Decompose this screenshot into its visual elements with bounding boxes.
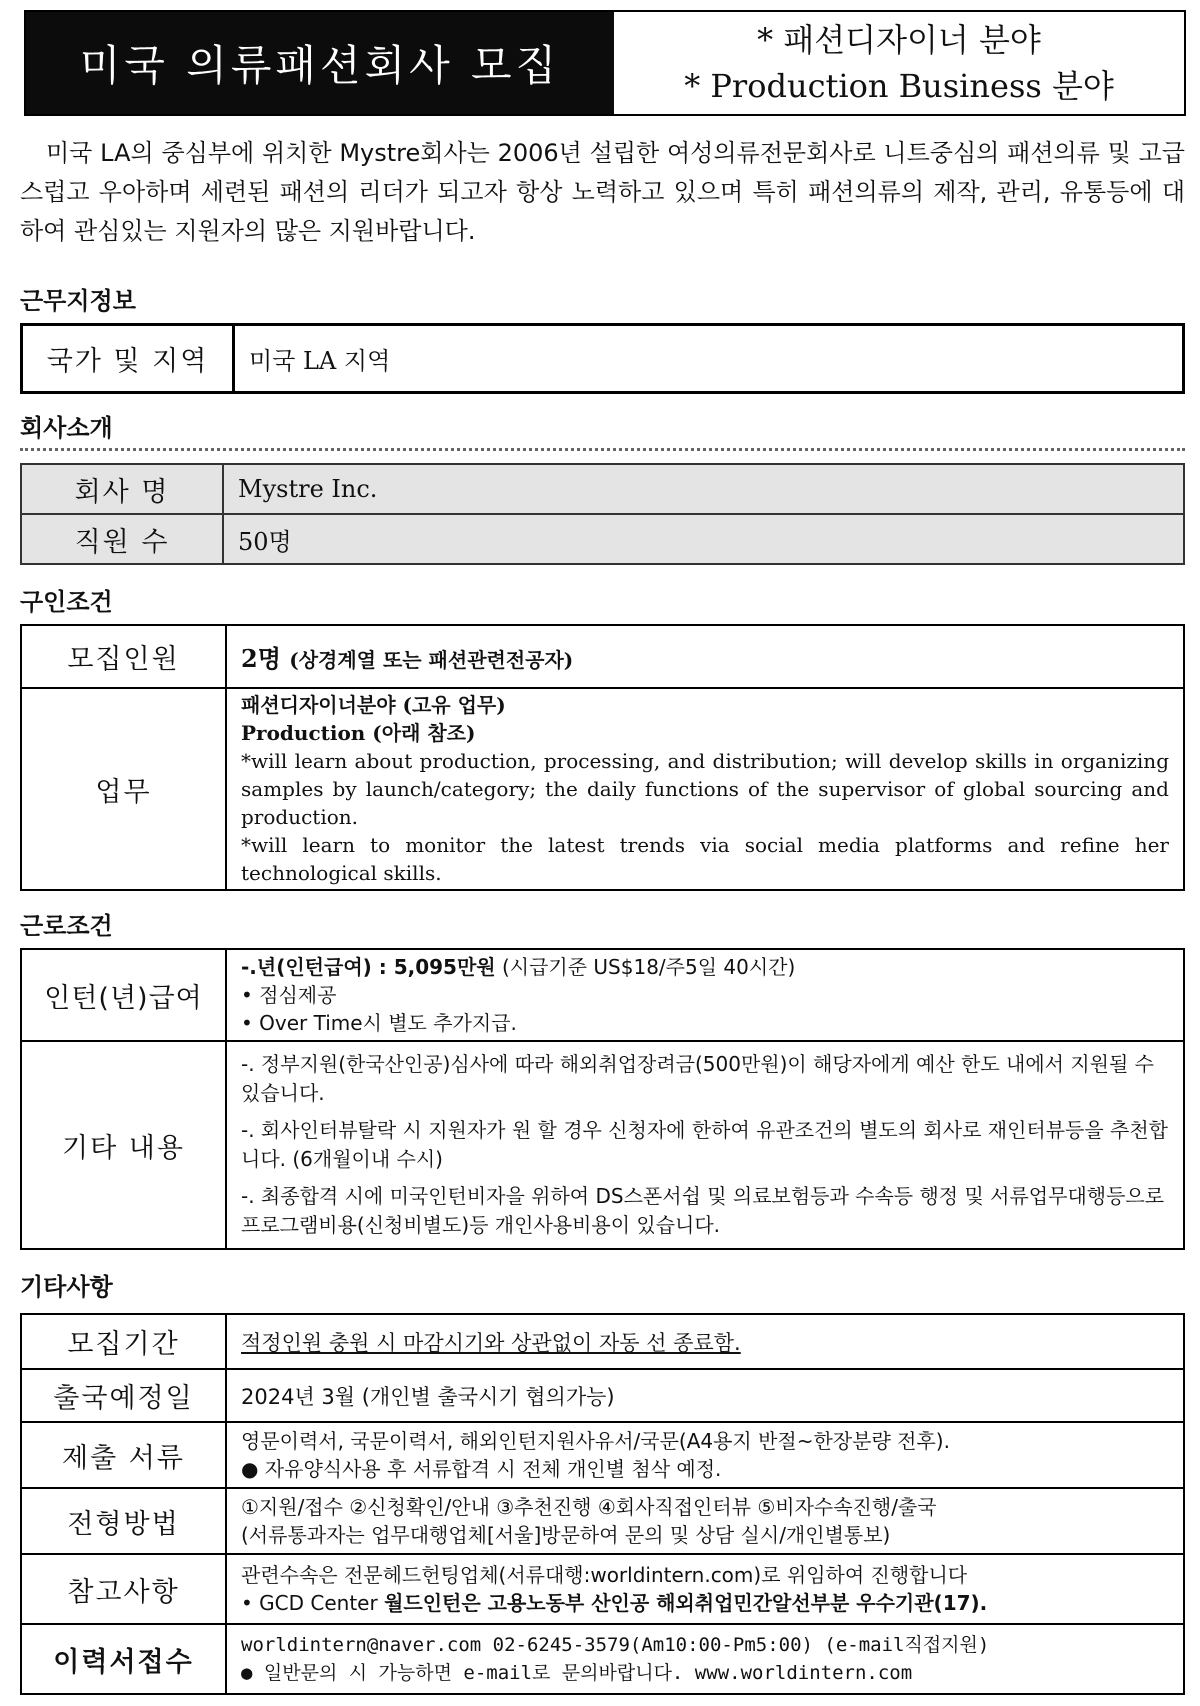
company-name-value: Mystre Inc. — [223, 464, 1184, 514]
etc-content-label: 기타 내용 — [21, 1041, 226, 1249]
table-row — [21, 1422, 1184, 1488]
documents-label: 제출 서류 — [21, 1422, 226, 1488]
process-cell — [226, 1488, 1184, 1554]
table-row — [21, 1369, 1184, 1422]
table-row — [21, 1624, 1184, 1694]
duty-designer: 패션디자이너분야 (고유 업무) — [241, 693, 506, 717]
duty-production: Production (아래 참조) — [241, 721, 476, 745]
section-title-company: 회사소개 — [20, 414, 113, 442]
documents-line-2: ● 자유양식사용 후 서류합격 시 전체 개인별 첨삭 예정. — [241, 1457, 722, 1481]
reference-award: 월드인턴은 고용노동부 산인공 해외취업민간알선부분 우수기관(17). — [384, 1591, 988, 1615]
duty-cell — [226, 688, 1184, 890]
section-title-conditions: 근로조건 — [20, 912, 113, 940]
recruit-count-cell — [226, 625, 1184, 688]
documents-cell — [226, 1422, 1184, 1488]
process-line-2: (서류통과자는 업무대행업체[서울]방문하여 문의 및 상담 실시/개인별통보) — [241, 1523, 891, 1547]
section-title-work-location: 근무지정보 — [20, 287, 136, 315]
etc-content-item-1: -. 정부지원(한국산인공)심사에 따라 해외취업장려금(500만원)이 해당자에게 예산 한도 내에서 지원될 수 있습니다. — [241, 1052, 1154, 1105]
resume-label: 이력서접수 — [21, 1624, 226, 1694]
salary-item-overtime: • Over Time시 별도 추가지급. — [241, 1011, 517, 1035]
header-field-production: * Production Business 분야 — [684, 67, 1114, 105]
section-title-etc: 기타사항 — [20, 1273, 113, 1301]
page-title: 미국 의류패션회사 모집 — [26, 12, 614, 114]
salary-item-lunch: • 점심제공 — [241, 983, 337, 1007]
reference-label: 참고사항 — [21, 1554, 226, 1624]
etc-content-item-2: -. 회사인터뷰탈락 시 지원자가 원 할 경우 신청자에 한하여 유관조건의 별도의 회사로 재인터뷰등을 추천합니다. (6개월이내 수시) — [241, 1118, 1168, 1171]
resume-contact: worldintern@naver.com 02-6245-3579(Am10:00-Pm5:00) (e-mail직접지원) — [241, 1634, 990, 1656]
header-box — [24, 10, 1186, 116]
header-fields — [614, 12, 1184, 114]
recruit-count-value: 2명 — [241, 644, 281, 673]
duty-detail-1: *will learn about production, processing, and distribution; will develop skills in organizing samples by launch/category; the daily functions of the supervisor of global sourcing and production. — [241, 749, 1169, 829]
salary-note: (시급기준 US$18/주5일 40시간) — [501, 955, 796, 979]
salary-label: 인턴(년)급여 — [21, 949, 226, 1041]
recruit-count-note: (상경계열 또는 패션관련전공자) — [289, 648, 574, 672]
table-row — [21, 1041, 1184, 1249]
work-location-value: 미국 LA 지역 — [234, 325, 1184, 393]
recruit-count-label: 모집인원 — [21, 625, 226, 688]
section-title-requirements: 구인조건 — [20, 588, 113, 616]
etc-content-item-3: -. 최종합격 시에 미국인턴비자을 위하여 DS스폰서쉽 및 의료보험등과 수속등 행정 및 서류업무대행등으로 프로그램비용(신청비별도)등 개인사용비용이 있습니다. — [241, 1184, 1165, 1237]
table-row — [21, 1488, 1184, 1554]
documents-line-1: 영문이력서, 국문이력서, 해외인턴지원사유서/국문(A4용지 반절~한장분량 전후). — [241, 1429, 950, 1453]
intro-paragraph: 미국 LA의 중심부에 위치한 Mystre회사는 2006년 설립한 여성의류전문회사로 니트중심의 패션의류 및 고급스럽고 우아하며 세련된 패션의 리더가 되고자 항상 노력하고 있으며 특히 패션의류의 제작, 관리, 유통등에 대하여 관심있는 지원자의 많은 지원바랍니다. — [20, 139, 1185, 245]
header-field-designer: * 패션디자이너 분야 — [757, 21, 1041, 59]
etc-table — [20, 1313, 1185, 1695]
requirements-table — [20, 624, 1185, 891]
duty-label: 업무 — [21, 688, 226, 890]
work-location-table — [20, 323, 1185, 394]
duty-detail-2: *will learn to monitor the latest trends via social media platforms and refine her technological skills. — [241, 833, 1169, 885]
company-name-label: 회사 명 — [21, 464, 223, 514]
resume-inquiry: ● 일반문의 시 가능하면 e-mail로 문의바랍니다. www.worldintern.com — [241, 1662, 913, 1684]
table-row — [22, 325, 1184, 393]
table-row — [21, 688, 1184, 890]
period-label: 모집기간 — [21, 1314, 226, 1369]
reference-center: • GCD Center — [241, 1591, 378, 1615]
salary-cell — [226, 949, 1184, 1041]
salary-amount: -.년(인턴급여) : 5,095만원 — [241, 955, 496, 979]
process-label: 전형방법 — [21, 1488, 226, 1554]
table-row — [21, 949, 1184, 1041]
table-row — [21, 514, 1184, 564]
employee-count-label: 직원 수 — [21, 514, 223, 564]
reference-line-2 — [241, 1589, 1169, 1617]
table-row — [21, 464, 1184, 514]
reference-line-1: 관련수속은 전문헤드헌팅업체(서류대행:worldintern.com)로 위임하여 진행합니다 — [241, 1563, 968, 1587]
departure-value: 2024년 3월 (개인별 출국시기 협의가능) — [226, 1369, 1184, 1422]
salary-line — [241, 953, 1169, 981]
table-row — [21, 1554, 1184, 1624]
employee-count-value: 50명 — [223, 514, 1184, 564]
company-table — [20, 463, 1185, 565]
reference-cell — [226, 1554, 1184, 1624]
table-row — [21, 625, 1184, 688]
etc-content-cell — [226, 1041, 1184, 1249]
table-row — [21, 1314, 1184, 1369]
conditions-table — [20, 948, 1185, 1250]
resume-cell — [226, 1624, 1184, 1694]
process-line-1: ①지원/접수 ②신청확인/안내 ③추천진행 ④회사직접인터뷰 ⑤비자수속진행/출국 — [241, 1495, 937, 1519]
departure-label: 출국예정일 — [21, 1369, 226, 1422]
period-value: 적정인원 충원 시 마감시기와 상관없이 자동 선 종료함. — [226, 1314, 1184, 1369]
dotted-divider — [20, 448, 1185, 451]
work-location-label: 국가 및 지역 — [22, 325, 234, 393]
